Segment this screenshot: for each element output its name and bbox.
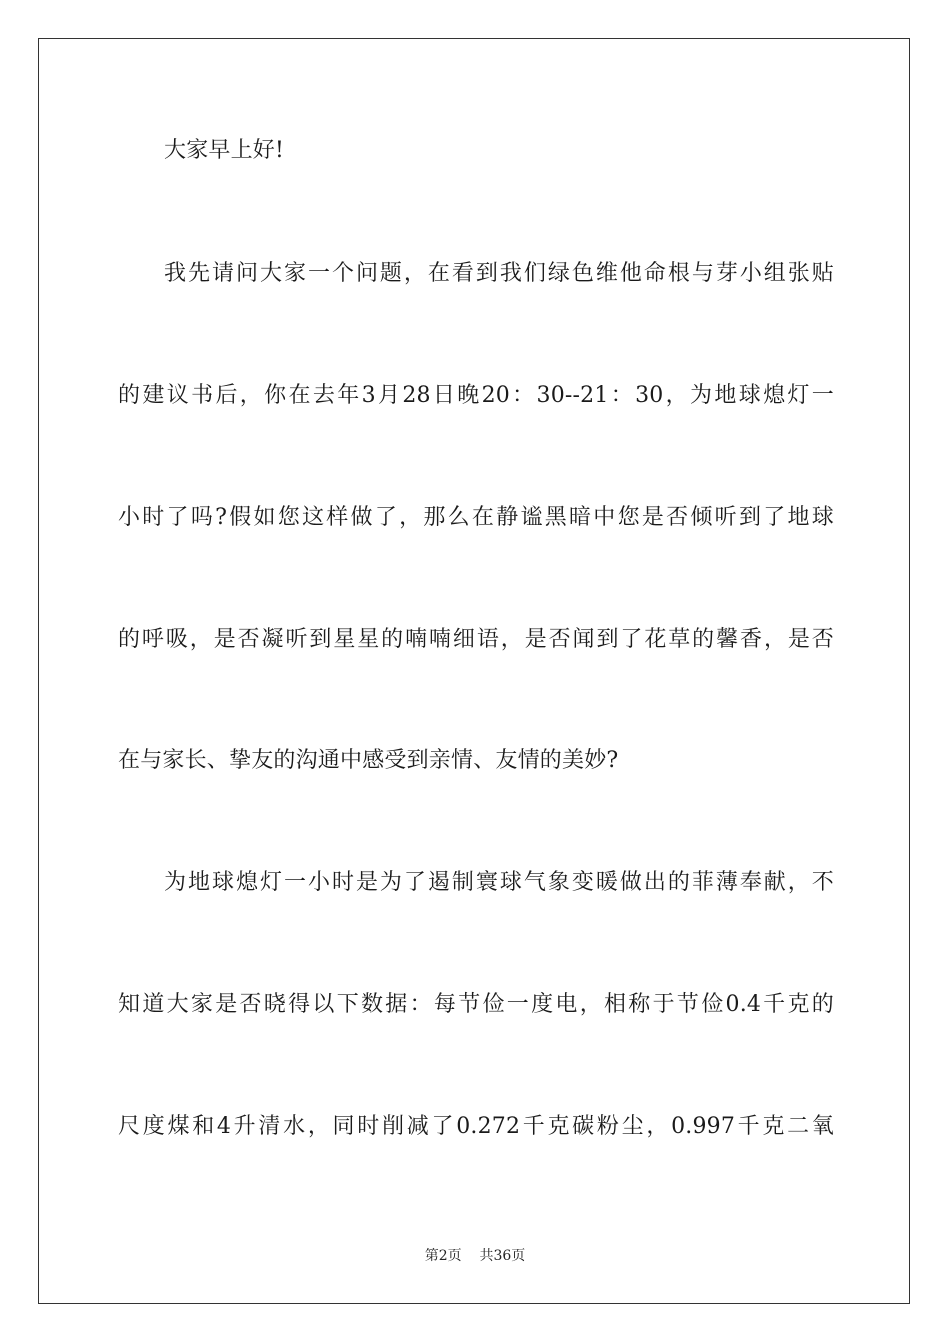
page-number: 第2页	[424, 1248, 462, 1264]
text-line: 尺度煤和4升清水，同时削减了0.272千克碳粉尘，0.997千克二氧	[118, 1114, 834, 1139]
text-line: 我先请问大家一个问题，在看到我们绿色维他命根与芽小组张贴	[164, 261, 834, 286]
text-line: 在与家长、挚友的沟通中感受到亲情、友情的美妙?	[118, 748, 619, 773]
text-line: 的呼吸，是否凝听到星星的喃喃细语，是否闻到了花草的馨香，是否	[118, 627, 834, 652]
text-line: 小时了吗?假如您这样做了，那么在静谧黑暗中您是否倾听到了地球	[118, 505, 834, 530]
text-line: 为地球熄灯一小时是为了遏制寰球气象变暖做出的菲薄奉献，不	[164, 870, 834, 895]
text-line: 知道大家是否晓得以下数据：每节俭一度电，相称于节俭0.4千克的	[118, 992, 834, 1017]
text-line: 的建议书后，你在去年3月28日晚20：30--21：30，为地球熄灯一	[118, 383, 834, 408]
page-footer	[0, 1246, 950, 1266]
text-line-greeting: 大家早上好!	[164, 138, 285, 163]
total-pages: 共36页	[479, 1248, 526, 1264]
